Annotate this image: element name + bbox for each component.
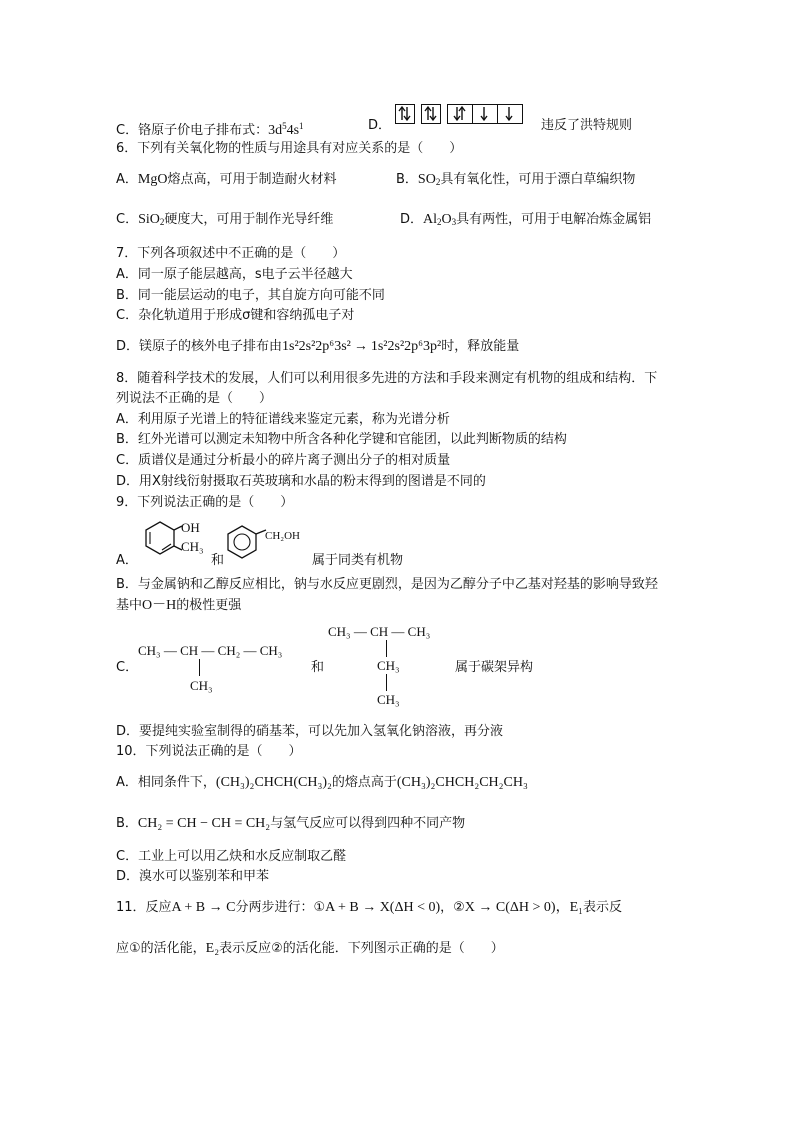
c-branch-bond-1: [199, 659, 200, 676]
c-bottom-2: CH₃: [377, 692, 400, 707]
c-branch-bond-3: [386, 674, 387, 691]
orbital-box-4s-pair: [395, 104, 415, 124]
q10-option-c: C．工业上可以用乙炔和水反应制取乙醛: [116, 849, 347, 864]
orbital-box-p-down-2: [498, 104, 523, 124]
q9-c-text: 属于碳架异构: [455, 660, 534, 675]
q5-option-c: C．铬原子价电子排布式：$3d^54s^1$: [116, 121, 304, 138]
q9-option-a-label: A．: [116, 553, 138, 568]
q8-option-c: C．质谱仪是通过分析最小的碎片离子测出分子的相对质量: [116, 453, 451, 468]
q9-stem: 9．下列说法正确的是（ ）: [116, 495, 294, 510]
orbital-box-p-pair: [447, 104, 473, 124]
q9-option-b-2: 基中O－H的极性更强: [116, 598, 242, 613]
c-branch-1: CH₃: [190, 678, 213, 693]
q11-line-2: 应①的活化能，E₂表示反应②的活化能．下列图示正确的是（ ）: [116, 941, 504, 956]
q9-option-c-label: C．: [116, 660, 139, 675]
q8-option-d: D．用X射线衍射摄取石英玻璃和水晶的粉末得到的图谱是不同的: [116, 474, 486, 489]
q7-option-d: D．镁原子的核外电子排布由1s²2s²2p⁶3s² → 1s²2s²2p⁶3p²时，释放能量: [116, 339, 520, 354]
q8-option-a: A．利用原子光谱上的特征谱线来鉴定元素，称为光谱分析: [116, 412, 450, 427]
q9-c-and: 和: [311, 660, 325, 675]
q11-line-1: 11．反应A + B → C分两步进行：①A + B → X(ΔH < 0)，②X → C(ΔH > 0)，E₁表示反: [116, 900, 623, 915]
q7-option-c: C．杂化轨道用于形成σ键和容纳孤电子对: [116, 308, 355, 323]
q8-stem-1: 8．随着科学技术的发展，人们可以利用很多先进的方法和手段来测定有机物的组成和结构．下: [116, 371, 658, 386]
q6-option-b: B．$SO_2$具有氧化性，可用于漂白草编织物: [396, 172, 636, 187]
c-chain-1: CH₃ — CH — CH₂ — CH₃: [138, 643, 283, 658]
q7-option-b: B．同一能层运动的电子，其自旋方向可能不同: [116, 288, 385, 303]
c-chain-2: CH₃ — CH — CH₃: [328, 624, 431, 639]
q6-option-d: D．$Al_2O_3$具有两性，可用于电解冶炼金属铝: [400, 212, 652, 227]
c-branch-bond-2: [386, 640, 387, 657]
benzyl-alcohol-structure: [224, 522, 268, 562]
q5-d-text: 违反了洪特规则: [541, 118, 633, 133]
orbital-diagram: [395, 104, 523, 124]
orbital-box-pair-2: [421, 104, 441, 124]
o-cresol-oh: OH: [181, 520, 200, 535]
q6-option-c: C．SiO$_2$硬度大，可用于制作光导纤维: [116, 212, 334, 227]
q10-stem: 10．下列说法正确的是（ ）: [116, 744, 302, 759]
benzyl-ch2oh: CH₂OH: [265, 530, 301, 542]
q9-option-b-1: B．与金属钠和乙醇反应相比，钠与水反应更剧烈，是因为乙醇分子中乙基对羟基的影响导致羟: [116, 577, 658, 592]
q9-a-text: 属于同类有机物: [312, 553, 404, 568]
orbital-box-p-down-1: [473, 104, 498, 124]
q7-option-a: A．同一原子能层越高，s电子云半径越大: [116, 267, 353, 282]
c-mid-2: CH₃: [377, 658, 400, 673]
q6-option-a: A．MgO熔点高，可用于制造耐火材料: [116, 172, 337, 187]
q5-config: $3d^54s^1$: [268, 121, 304, 138]
q7-stem: 7．下列各项叙述中不正确的是（ ）: [116, 246, 346, 261]
q9-a-and: 和: [211, 553, 225, 568]
q9-option-d: D．要提纯实验室制得的硝基苯，可以先加入氢氧化钠溶液，再分液: [116, 724, 504, 739]
o-cresol-ch3: CH₃: [181, 539, 204, 554]
q5-option-d-label: D．: [368, 118, 392, 133]
q10-option-d: D．溴水可以鉴别苯和甲苯: [116, 869, 270, 884]
q6-stem: 6．下列有关氧化物的性质与用途具有对应关系的是（ ）: [116, 141, 463, 156]
q8-stem-2: 列说法不正确的是（ ）: [116, 391, 273, 406]
q8-option-b: B．红外光谱可以测定未知物中所含各种化学键和官能团，以此判断物质的结构: [116, 432, 567, 447]
q10-option-a: A．相同条件下，(CH₃)₂CHCH(CH₃)₂的熔点高于(CH₃)₂CHCH₂CH₂CH₃: [116, 775, 528, 790]
q10-option-b: B．CH₂ = CH − CH = CH₂与氢气反应可以得到四种不同产物: [116, 816, 466, 831]
